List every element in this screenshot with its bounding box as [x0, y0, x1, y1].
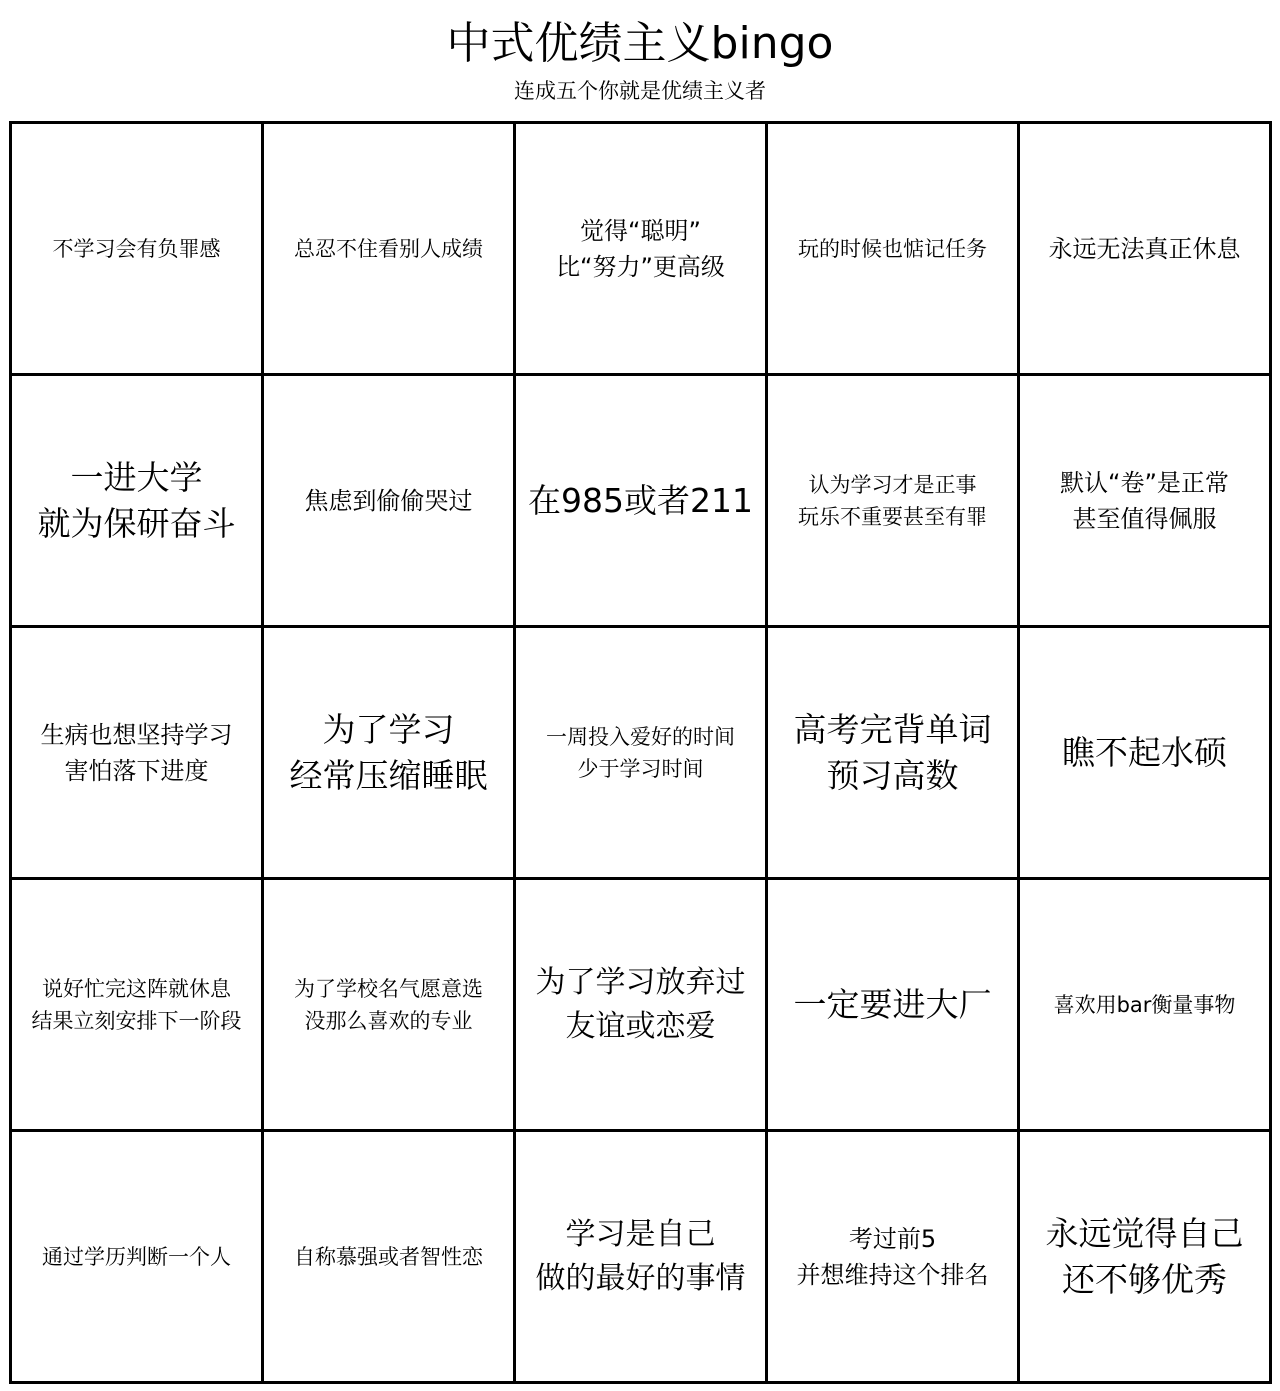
bingo-cell-label: 一定要进大厂	[793, 984, 992, 1024]
bingo-cell-label: 喜欢用bar衡量事物	[1053, 992, 1236, 1017]
bingo-cell-label: 永远无法真正休息	[1048, 234, 1241, 263]
bingo-cell[interactable]	[516, 628, 768, 880]
bingo-cell[interactable]	[1020, 1132, 1272, 1384]
bingo-cell-label: 焦虑到偷偷哭过	[304, 486, 473, 515]
bingo-cell-label: 生病也想坚持学习 害怕落下进度	[40, 720, 233, 785]
page-title: 中式优绩主义bingo	[446, 18, 834, 69]
bingo-cell[interactable]	[12, 124, 264, 376]
bingo-cell-label: 在985或者211	[528, 480, 753, 520]
bingo-cell-label: 通过学历判断一个人	[42, 1244, 231, 1269]
bingo-cell-label: 觉得“聪明” 比“努力”更高级	[556, 216, 725, 281]
bingo-cell[interactable]	[516, 376, 768, 628]
bingo-cell-label: 为了学校名气愿意选 没那么喜欢的专业	[294, 976, 483, 1033]
bingo-cell[interactable]	[768, 376, 1020, 628]
bingo-cell[interactable]	[12, 880, 264, 1132]
bingo-cell-label: 为了学习放弃过 友谊或恋爱	[535, 964, 746, 1044]
bingo-cell-label: 认为学习才是正事 玩乐不重要甚至有罪	[798, 472, 987, 529]
bingo-cell[interactable]	[12, 1132, 264, 1384]
bingo-cell-label: 为了学习 经常压缩睡眠	[289, 709, 488, 795]
bingo-cell-label: 玩的时候也惦记任务	[798, 236, 987, 261]
bingo-cell[interactable]	[264, 376, 516, 628]
bingo-cell[interactable]	[768, 880, 1020, 1132]
bingo-cell-label: 永远觉得自己 还不够优秀	[1045, 1213, 1244, 1299]
bingo-cell[interactable]	[1020, 880, 1272, 1132]
bingo-cell-label: 一周投入爱好的时间 少于学习时间	[546, 724, 735, 781]
bingo-board	[9, 121, 1272, 1384]
page-subtitle: 连成五个你就是优绩主义者	[514, 79, 766, 103]
bingo-cell[interactable]	[12, 628, 264, 880]
bingo-cell[interactable]	[768, 1132, 1020, 1384]
bingo-cell[interactable]	[768, 628, 1020, 880]
bingo-cell-label: 自称慕强或者智性恋	[294, 1244, 483, 1269]
bingo-cell[interactable]	[516, 880, 768, 1132]
bingo-cell[interactable]	[12, 376, 264, 628]
bingo-cell[interactable]	[516, 1132, 768, 1384]
header	[0, 0, 1280, 118]
bingo-cell-label: 说好忙完这阵就休息 结果立刻安排下一阶段	[31, 976, 242, 1033]
bingo-cell-label: 总忍不住看别人成绩	[294, 236, 483, 261]
bingo-cell-label: 学习是自己 做的最好的事情	[535, 1216, 746, 1296]
bingo-cell-label: 默认“卷”是正常 甚至值得佩服	[1060, 468, 1229, 533]
bingo-cell-label: 高考完背单词 预习高数	[793, 709, 992, 795]
bingo-cell[interactable]	[768, 124, 1020, 376]
bingo-cell-label: 一进大学 就为保研奋斗	[37, 457, 236, 543]
bingo-cell[interactable]	[1020, 124, 1272, 376]
bingo-cell[interactable]	[264, 880, 516, 1132]
bingo-cell[interactable]	[516, 124, 768, 376]
bingo-cell[interactable]	[264, 124, 516, 376]
bingo-cell[interactable]	[1020, 628, 1272, 880]
bingo-cell-label: 不学习会有负罪感	[52, 236, 221, 261]
bingo-cell-label: 瞧不起水硕	[1062, 732, 1227, 772]
bingo-cell[interactable]	[264, 1132, 516, 1384]
bingo-cell[interactable]	[1020, 376, 1272, 628]
bingo-cell[interactable]	[264, 628, 516, 880]
bingo-cell-label: 考过前5 并想维持这个排名	[796, 1224, 989, 1289]
